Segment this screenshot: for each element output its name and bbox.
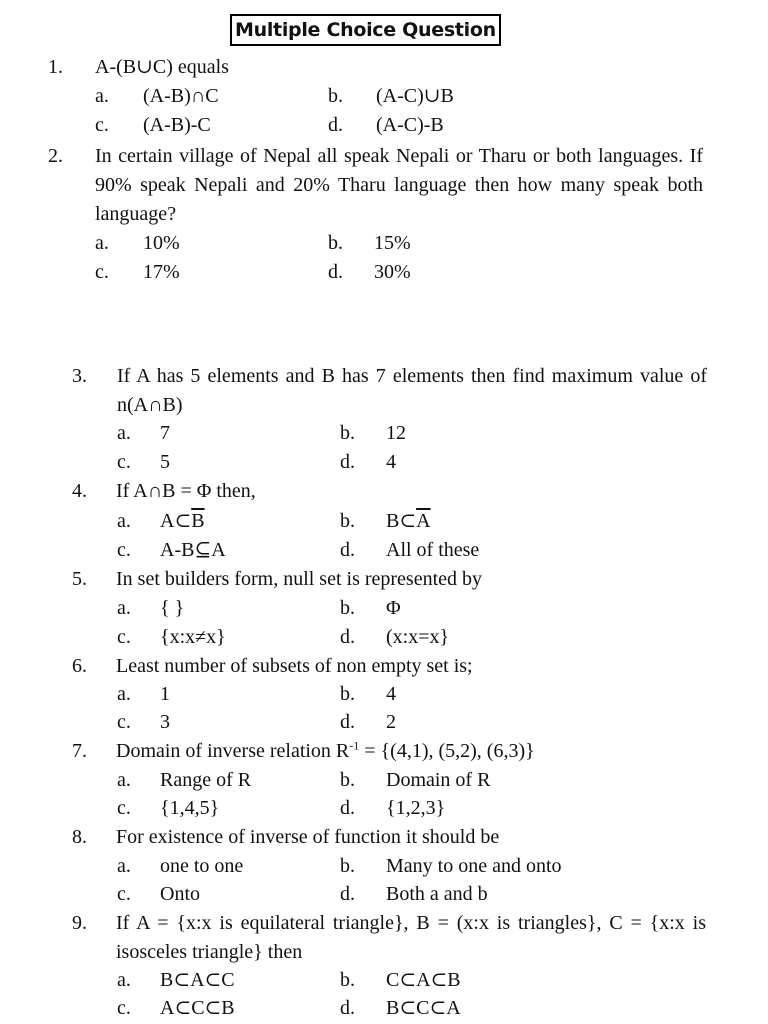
question-text: If A∩B = Φ then, bbox=[116, 480, 256, 502]
question-text: If A has 5 elements and B has 7 elements then find maximum value of n(A∩B) bbox=[117, 365, 707, 416]
option-label: d. bbox=[328, 114, 343, 136]
question-number: 9. bbox=[72, 912, 87, 934]
question-text: Least number of subsets of non empty set is; bbox=[116, 655, 473, 677]
option-text: A-B⊆A bbox=[160, 539, 226, 561]
question-number: 1. bbox=[48, 56, 63, 78]
option-text: B⊂A⊂C bbox=[160, 969, 235, 991]
option-label: c. bbox=[95, 114, 109, 136]
question-text: In certain village of Nepal all speak Nepali or Tharu or both languages. If 90% speak Nepali and 20% Tharu language then how many speak both language? bbox=[95, 145, 703, 225]
option-text: (A-B)-C bbox=[143, 114, 211, 136]
question-7 bbox=[72, 737, 752, 766]
question-5 bbox=[72, 565, 752, 594]
option-text: B⊂C⊂A bbox=[386, 997, 461, 1019]
option-label: b. bbox=[340, 969, 355, 991]
option-text: Range of R bbox=[160, 769, 252, 791]
option-text: Many to one and onto bbox=[386, 855, 562, 877]
option-text: 5 bbox=[160, 451, 170, 473]
option-text: (x:x=x} bbox=[386, 626, 450, 648]
option-text: 17% bbox=[143, 261, 180, 283]
option-text-prefix: B⊂ bbox=[386, 510, 417, 532]
option-label: c. bbox=[117, 626, 131, 648]
question-2 bbox=[48, 142, 748, 229]
option-text: Onto bbox=[160, 883, 200, 905]
option-label: c. bbox=[95, 261, 109, 283]
option-text: {x:x≠x} bbox=[160, 626, 226, 648]
option-label: b. bbox=[340, 769, 355, 791]
option-text: (A-C)-B bbox=[376, 114, 444, 136]
option-text: Φ bbox=[386, 597, 401, 619]
question-number: 5. bbox=[72, 568, 87, 590]
option-label: a. bbox=[117, 855, 131, 877]
option-label: c. bbox=[117, 711, 131, 733]
question-text: A-(B∪C) equals bbox=[95, 56, 229, 78]
question-text-set: = {(4,1), (5,2), (6,3)} bbox=[359, 740, 535, 762]
option-text: 30% bbox=[374, 261, 411, 283]
option-label: d. bbox=[328, 261, 343, 283]
option-text: (A-C)∪B bbox=[376, 85, 454, 107]
complement-set: $\overline{A}$ bbox=[416, 510, 431, 532]
option-label: a. bbox=[95, 232, 109, 254]
option-text: 4 bbox=[386, 451, 396, 473]
option-text: {1,2,3} bbox=[386, 797, 446, 819]
option-text: 4 bbox=[386, 683, 396, 705]
option-label: c. bbox=[117, 997, 131, 1019]
inverse-superscript: -1 bbox=[349, 738, 360, 753]
question-number: 8. bbox=[72, 826, 87, 848]
question-number: 4. bbox=[72, 480, 87, 502]
option-label: b. bbox=[340, 422, 355, 444]
option-text: one to one bbox=[160, 855, 244, 877]
option-text bbox=[160, 507, 205, 536]
question-text-main: Domain of inverse relation R bbox=[116, 740, 350, 762]
page-title: Multiple Choice Question bbox=[230, 14, 501, 46]
question-number: 7. bbox=[72, 740, 87, 762]
option-label: a. bbox=[117, 769, 131, 791]
option-text: 3 bbox=[160, 711, 170, 733]
question-text: For existence of inverse of function it should be bbox=[116, 826, 500, 848]
option-label: d. bbox=[340, 997, 355, 1019]
option-text-prefix: A⊂ bbox=[160, 510, 192, 532]
option-label: a. bbox=[95, 85, 109, 107]
option-text: C⊂A⊂B bbox=[386, 969, 461, 991]
option-label: b. bbox=[328, 232, 343, 254]
question-6 bbox=[72, 652, 752, 681]
question-text: If A = {x:x is equilateral triangle}, B = (x:x is triangles}, C = {x:x is isosceles triangle} then bbox=[116, 912, 706, 963]
option-label: a. bbox=[117, 969, 131, 991]
option-label: a. bbox=[117, 422, 131, 444]
option-label: b. bbox=[328, 85, 343, 107]
option-text: (A-B)∩C bbox=[143, 85, 219, 107]
question-4 bbox=[72, 477, 752, 506]
question-number: 3. bbox=[72, 365, 87, 387]
option-text bbox=[386, 507, 431, 536]
complement-set: $\overline{B}$ bbox=[191, 510, 205, 532]
option-text: A⊂C⊂B bbox=[160, 997, 235, 1019]
option-label: b. bbox=[340, 597, 355, 619]
question-8 bbox=[72, 823, 752, 852]
option-text: 15% bbox=[374, 232, 411, 254]
option-label: d. bbox=[340, 797, 355, 819]
question-9 bbox=[72, 909, 752, 967]
question-text: In set builders form, null set is represented by bbox=[116, 568, 483, 590]
question-text bbox=[116, 737, 736, 766]
option-label: d. bbox=[340, 711, 355, 733]
option-text: 1 bbox=[160, 683, 170, 705]
option-label: c. bbox=[117, 451, 131, 473]
option-label: d. bbox=[340, 451, 355, 473]
option-label: a. bbox=[117, 683, 131, 705]
option-label: b. bbox=[340, 683, 355, 705]
option-text: 7 bbox=[160, 422, 170, 444]
option-label: c. bbox=[117, 797, 131, 819]
option-text: Domain of R bbox=[386, 769, 491, 791]
option-text: { } bbox=[160, 597, 185, 619]
option-label: c. bbox=[117, 539, 131, 561]
option-label: b. bbox=[340, 855, 355, 877]
option-text: All of these bbox=[386, 539, 480, 561]
question-1 bbox=[48, 53, 748, 82]
option-text: Both a and b bbox=[386, 883, 488, 905]
option-label: c. bbox=[117, 883, 131, 905]
option-text: 2 bbox=[386, 711, 396, 733]
option-text: {1,4,5} bbox=[160, 797, 220, 819]
question-number: 2. bbox=[48, 145, 63, 167]
question-3 bbox=[72, 362, 752, 420]
option-label: d. bbox=[340, 626, 355, 648]
option-label: b. bbox=[340, 510, 355, 532]
option-label: a. bbox=[117, 597, 131, 619]
option-text: 12 bbox=[386, 422, 406, 444]
option-label: a. bbox=[117, 510, 131, 532]
option-label: d. bbox=[340, 539, 355, 561]
option-text: 10% bbox=[143, 232, 180, 254]
question-number: 6. bbox=[72, 655, 87, 677]
option-label: d. bbox=[340, 883, 355, 905]
